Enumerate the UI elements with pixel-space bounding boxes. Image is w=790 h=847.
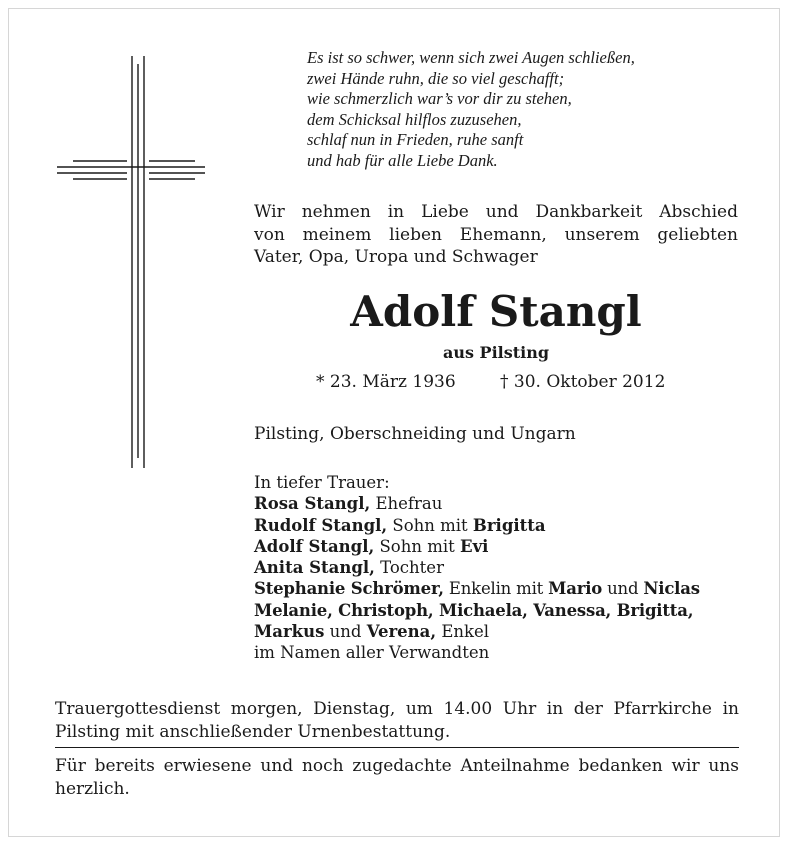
mourner-relation: Enkel [436, 622, 490, 642]
mourner-row [254, 578, 744, 599]
cross-icon [55, 56, 205, 468]
mourner-relation: Ehefrau [370, 494, 443, 514]
mourner-row [254, 621, 744, 642]
deceased-name: Adolf Stangl [350, 287, 642, 336]
conjunction: und [602, 579, 644, 599]
mourners-heading: In tiefer Trauer: [254, 473, 390, 492]
deceased-origin: aus Pilsting [442, 343, 550, 362]
grandchild-name: Markus [254, 622, 325, 642]
farewell-text [254, 201, 738, 269]
mourners-closing: im Namen aller Verwandten [254, 643, 490, 663]
mourner-partner: Evi [460, 536, 489, 556]
mourners-list [254, 472, 744, 664]
mourner-name: Anita Stangl, [254, 558, 375, 578]
birth-date: * 23. März 1936 [316, 372, 456, 392]
farewell-line: Wir nehmen in Liebe und Dankbarkeit Abschied [254, 202, 738, 222]
mourner-relation: Sohn mit [387, 515, 473, 535]
farewell-line: Vater, Opa, Uropa und Schwager [254, 247, 538, 267]
poem-line: wie schmerzlich war’s vor dir zu stehen, [307, 89, 572, 108]
poem [307, 48, 747, 171]
funeral-service-notice: Trauergottesdienst morgen, Dienstag, um 14.00 Uhr in der Pfarrkirche in Pilsting mit anschließender Urnenbestattung. [55, 699, 739, 742]
mourner-row [254, 600, 744, 621]
poem-line: und hab für alle Liebe Dank. [307, 150, 498, 170]
conjunction: und [324, 622, 367, 642]
poem-line: Es ist so schwer, wenn sich zwei Augen schließen, [307, 48, 635, 67]
mourner-relation: Sohn mit [374, 536, 461, 556]
mourner-partner: Niclas [643, 579, 700, 599]
poem-line: schlaf nun in Frieden, ruhe sanft [307, 130, 524, 149]
grandchild-name: Verena, [366, 622, 437, 642]
thanks-note: Für bereits erwiesene und noch zugedachte Anteilnahme bedanken wir uns herzlich. [55, 756, 739, 799]
mourner-relation: Enkelin mit [443, 579, 549, 599]
farewell-line: von meinem lieben Ehemann, unserem geliebten [254, 224, 738, 245]
poem-line: zwei Hände ruhn, die so viel geschafft; [307, 68, 565, 88]
mourner-name: Adolf Stangl, [254, 536, 375, 556]
mourner-relation: Tochter [374, 558, 444, 578]
mourner-name: Rosa Stangl, [254, 494, 371, 514]
mourner-row [254, 493, 744, 514]
poem-line: dem Schicksal hilflos zuzusehen, [307, 109, 522, 129]
mourner-name: Stephanie Schrömer, [254, 579, 444, 599]
mourner-row [254, 536, 744, 557]
mourner-partner: Brigitta [472, 515, 546, 535]
divider [55, 747, 739, 748]
mourner-name: Rudolf Stangl, [254, 515, 388, 535]
grandchildren-names: Melanie, Christoph, Michaela, Vanessa, Brigitta, [254, 600, 694, 620]
mourner-row [254, 515, 744, 536]
death-date: † 30. Oktober 2012 [500, 372, 666, 392]
mourner-row [254, 557, 744, 578]
mourner-partner: Mario [548, 579, 603, 599]
places: Pilsting, Oberschneiding und Ungarn [254, 424, 576, 444]
